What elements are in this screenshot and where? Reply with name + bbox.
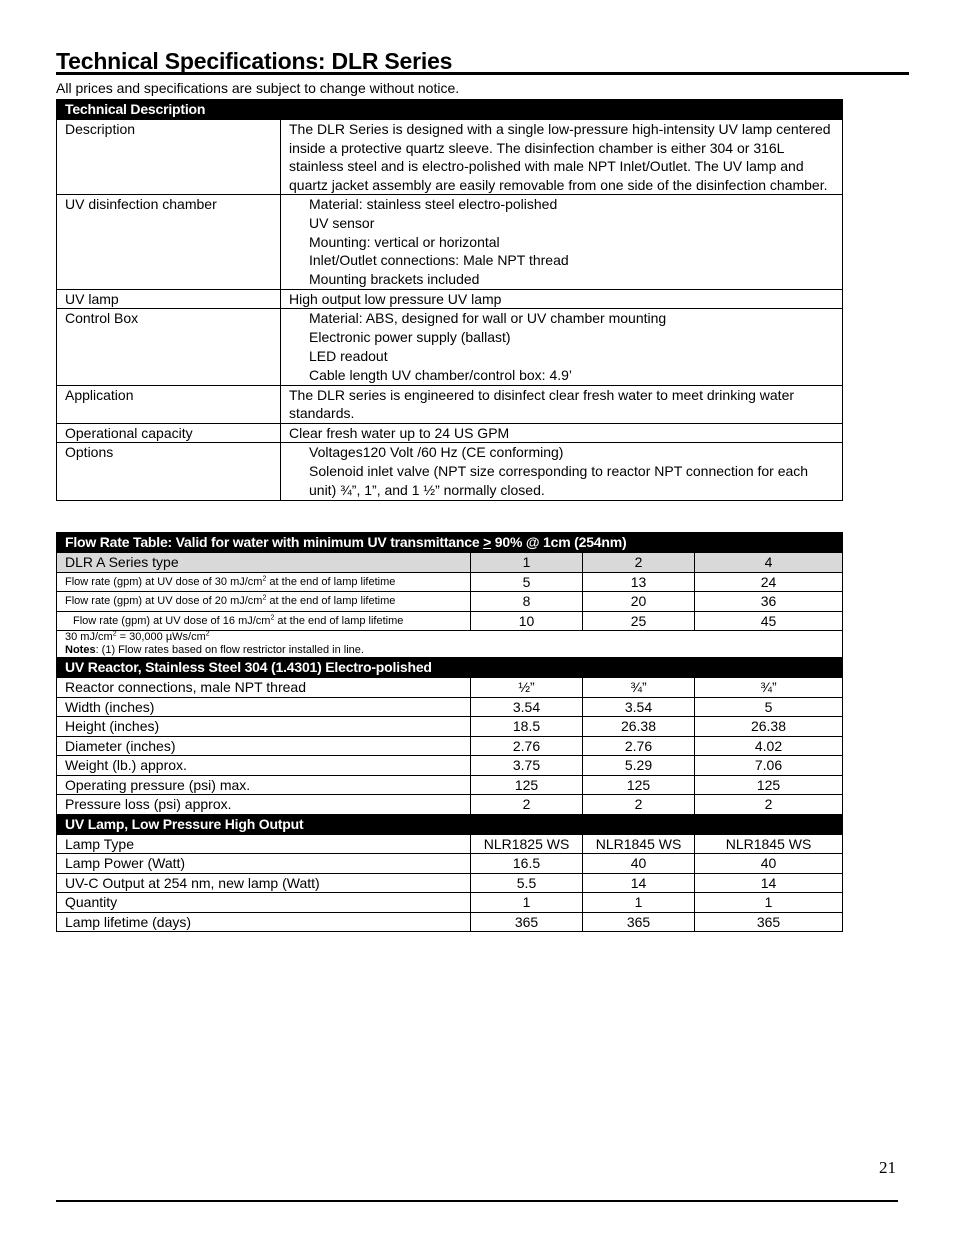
- cell-value: 1: [695, 893, 843, 913]
- table-row: [57, 697, 843, 717]
- cell-value: 40: [583, 854, 695, 874]
- list-item: Mounting: vertical or horizontal: [309, 233, 500, 250]
- cell-value: 2: [695, 795, 843, 815]
- technical-description-header: Technical Description: [57, 100, 843, 120]
- table-row: [57, 195, 843, 290]
- notes-row: [57, 631, 843, 658]
- cell-value: 2: [471, 795, 583, 815]
- cell-value: 26.38: [583, 717, 695, 737]
- cell-value: 18.5: [471, 717, 583, 737]
- row-label: UV lamp: [57, 289, 281, 309]
- table-row: [57, 553, 843, 573]
- row-label: Operating pressure (psi) max.: [57, 775, 471, 795]
- cell-value: 25: [583, 611, 695, 631]
- table-row: [57, 423, 843, 443]
- list-item: Solenoid inlet valve (NPT size corresponding to reactor NPT connection for each unit) ¾”, 1”, and 1 ½” normally closed.: [309, 462, 809, 498]
- table-row: [57, 120, 843, 195]
- row-label: Pressure loss (psi) approx.: [57, 795, 471, 815]
- table-row: [57, 572, 843, 592]
- footer-divider: [56, 1200, 898, 1202]
- row-label: Flow rate (gpm) at UV dose of 20 $mJ/cm^2$ at the end of lamp lifetime: [57, 592, 471, 612]
- cell-value: NLR1845 WS: [583, 834, 695, 854]
- table-row: [57, 795, 843, 815]
- type-value: 2: [583, 553, 695, 573]
- list-item: Material: ABS, designed for wall or UV chamber mounting: [309, 310, 667, 327]
- table-row: [57, 854, 843, 874]
- cell-value: 2: [583, 795, 695, 815]
- list-item: LED readout: [309, 348, 388, 365]
- row-value-list: [281, 195, 843, 290]
- header-text: Flow Rate Table: Valid for water with minimum UV transmittance: [65, 534, 484, 550]
- notice-text: All prices and specifications are subject to change without notice.: [56, 80, 460, 96]
- technical-description-table: [56, 99, 843, 501]
- row-label: Height (inches): [57, 717, 471, 737]
- page-number: 21: [879, 1158, 896, 1177]
- table-header-row: [57, 100, 843, 120]
- flow-rate-header: [57, 533, 843, 553]
- table-row: [57, 592, 843, 612]
- table-row: [57, 717, 843, 737]
- table-header-row: [57, 533, 843, 553]
- list-item: Electronic power supply (ballast): [309, 329, 511, 346]
- row-label: UV-C Output at 254 nm, new lamp (Watt): [57, 873, 471, 893]
- cell-value: 365: [695, 912, 843, 932]
- type-value: 4: [695, 553, 843, 573]
- cell-value: 5.5: [471, 873, 583, 893]
- cell-value: ¾”: [583, 678, 695, 698]
- table-row: [57, 756, 843, 776]
- row-label: Reactor connections, male NPT thread: [57, 678, 471, 698]
- cell-value: 5: [471, 572, 583, 592]
- header-text: 90% @ 1cm (254nm): [491, 534, 627, 550]
- table-row: [57, 736, 843, 756]
- cell-value: 24: [695, 572, 843, 592]
- header-symbol: >: [483, 534, 492, 550]
- row-value: High output low pressure UV lamp: [281, 289, 843, 309]
- cell-value: ½”: [471, 678, 583, 698]
- row-label: Lamp Power (Watt): [57, 854, 471, 874]
- row-value: Clear fresh water up to 24 US GPM: [281, 423, 843, 443]
- row-label: Diameter (inches): [57, 736, 471, 756]
- cell-value: 365: [471, 912, 583, 932]
- row-label: Control Box: [57, 309, 281, 385]
- table-row: [57, 873, 843, 893]
- table-row: [57, 834, 843, 854]
- cell-value: NLR1845 WS: [695, 834, 843, 854]
- list-item: Mounting brackets included: [309, 271, 480, 288]
- cell-value: 125: [471, 775, 583, 795]
- table-header-row: [57, 814, 843, 834]
- cell-value: 1: [471, 893, 583, 913]
- table-row: [57, 309, 843, 385]
- row-label: Width (inches): [57, 697, 471, 717]
- cell-value: 7.06: [695, 756, 843, 776]
- row-label: Lamp lifetime (days): [57, 912, 471, 932]
- cell-value: 3.54: [583, 697, 695, 717]
- list-item: Voltages120 Volt /60 Hz (CE conforming): [309, 444, 564, 461]
- specifications-table: [56, 532, 843, 932]
- table-row: [57, 289, 843, 309]
- row-value-list: [281, 443, 843, 500]
- unit-conversion: 30 $mJ/cm^2 = 30,000$ µWs/$cm^2$: [65, 630, 210, 643]
- row-label: Flow rate (gpm) at UV dose of 30 $mJ/cm^2$ at the end of lamp lifetime: [57, 572, 471, 592]
- cell-value: 3.54: [471, 697, 583, 717]
- cell-value: 5.29: [583, 756, 695, 776]
- cell-value: 3.75: [471, 756, 583, 776]
- type-label: DLR A Series type: [57, 553, 471, 573]
- page-title: Technical Specifications: DLR Series: [56, 46, 909, 75]
- table-row: [57, 443, 843, 500]
- list-item: UV sensor: [309, 214, 375, 231]
- row-label: Flow rate (gpm) at UV dose of 16 $mJ/cm^2$ at the end of lamp lifetime: [57, 611, 471, 631]
- table-row: [57, 678, 843, 698]
- row-label: Application: [57, 385, 281, 423]
- table-row: [57, 893, 843, 913]
- table-row: [57, 775, 843, 795]
- cell-value: 13: [583, 572, 695, 592]
- cell-value: 8: [471, 592, 583, 612]
- list-item: Inlet/Outlet connections: Male NPT thread: [309, 252, 569, 269]
- notes-text: Notes: (1) Flow rates based on flow restrictor installed in line.: [65, 644, 364, 656]
- cell-value: 125: [695, 775, 843, 795]
- row-value: The DLR series is engineered to disinfect clear fresh water to meet drinking water standards.: [281, 385, 843, 423]
- cell-value: 45: [695, 611, 843, 631]
- cell-value: 40: [695, 854, 843, 874]
- cell-value: NLR1825 WS: [471, 834, 583, 854]
- cell-value: 1: [583, 893, 695, 913]
- row-label: Options: [57, 443, 281, 500]
- row-label: Lamp Type: [57, 834, 471, 854]
- row-value: The DLR Series is designed with a single low-pressure high-intensity UV lamp centered inside a protective quartz sleeve. The disinfection chamber is either 304 or 316L stainless steel and is electro-polished with male NPT Inlet/Outlet. The UV lamp and quartz jacket assembly are easily removable from one side of the disinfection chamber.: [281, 120, 843, 195]
- row-label: Operational capacity: [57, 423, 281, 443]
- cell-value: 125: [583, 775, 695, 795]
- cell-value: 26.38: [695, 717, 843, 737]
- notes-cell: [57, 631, 843, 658]
- table-row: [57, 912, 843, 932]
- row-label: Weight (lb.) approx.: [57, 756, 471, 776]
- type-value: 1: [471, 553, 583, 573]
- cell-value: 2.76: [583, 736, 695, 756]
- row-label: Description: [57, 120, 281, 195]
- row-label: UV disinfection chamber: [57, 195, 281, 290]
- cell-value: 16.5: [471, 854, 583, 874]
- table-row: [57, 385, 843, 423]
- cell-value: 4.02: [695, 736, 843, 756]
- cell-value: 2.76: [471, 736, 583, 756]
- table-header-row: [57, 658, 843, 678]
- table-row: [57, 611, 843, 631]
- cell-value: 14: [583, 873, 695, 893]
- row-label: Quantity: [57, 893, 471, 913]
- cell-value: 10: [471, 611, 583, 631]
- cell-value: 20: [583, 592, 695, 612]
- list-item: Material: stainless steel electro-polished: [309, 196, 558, 212]
- reactor-header: UV Reactor, Stainless Steel 304 (1.4301) Electro-polished: [57, 658, 843, 678]
- cell-value: 5: [695, 697, 843, 717]
- list-item: Cable length UV chamber/control box: 4.9’: [309, 366, 573, 383]
- lamp-header: UV Lamp, Low Pressure High Output: [57, 814, 843, 834]
- cell-value: 14: [695, 873, 843, 893]
- cell-value: 36: [695, 592, 843, 612]
- row-value-list: [281, 309, 843, 385]
- cell-value: ¾”: [695, 678, 843, 698]
- cell-value: 365: [583, 912, 695, 932]
